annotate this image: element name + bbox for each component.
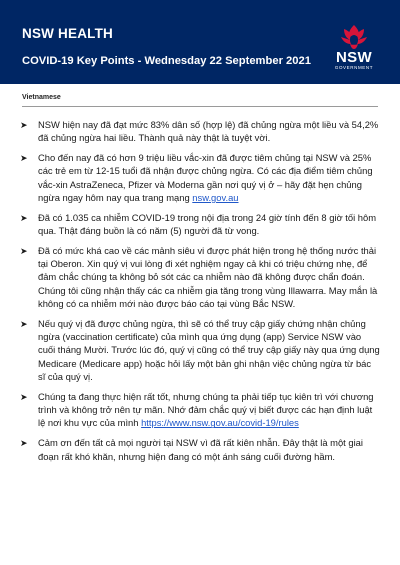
item-text: Nếu quý vị đã được chủng ngừa, thì sẽ có thể truy cập giấy chứng nhận chủng ngừa (vaccination certificate) của mình qua ứng dụng (app) Service NSW vào cuối tháng Mười. Trước lúc đó, quý vị cũng có thể truy cập giấy này qua ứng dụng Medicare (Medicare app) hoặc hỏi lấy một bản ghi nhận việc chủng ngừa từ bác sĩ của quý vị. [38, 317, 380, 383]
logo-subtext: GOVERNMENT [334, 65, 374, 70]
logo-wordmark: NSW [336, 49, 372, 66]
nsw-gov-link[interactable]: nsw.gov.au [192, 191, 239, 203]
arrow-right-icon: ➤ [20, 318, 28, 329]
page-title: NSW HEALTH [22, 26, 113, 41]
arrow-right-icon: ➤ [20, 212, 28, 223]
arrow-right-icon: ➤ [20, 438, 28, 449]
item-text: Chúng ta đang thực hiện rất tốt, nhưng chúng ta phải tiếp tục kiên trì với chương trình và không trở nên tự mãn. Nhớ đảm chắc quý vị biết được các hạn định luật lệ nơi khu vực của mình [38, 390, 374, 429]
key-points-list [20, 118, 380, 469]
list-item [20, 317, 380, 383]
item-text: Cho đến nay đã có hơn 9 triệu liều vắc-xin đã được tiêm chủng tại NSW và 25% các trẻ em từ 12-15 tuổi đã nhận được chủng ngừa. Có các địa điểm tiêm chủng vắc-xin AstraZeneca, Pfizer và Moderna gần nơi quý vị ở – hãy đặt hẹn chủng ngừa ngay hôm nay qua trang mạng [38, 152, 373, 203]
waratah-icon [340, 24, 368, 50]
header-banner [0, 0, 400, 84]
arrow-right-icon: ➤ [20, 391, 28, 402]
item-text: Đã có mức khá cao về các mảnh siêu vi được phát hiện trong hệ thống nước thải tại Oberon. Xin quý vị vui lòng đi xét nghiệm ngay cả khi có triệu chứng nhẹ, để đảm chắc chúng ta không bỏ sót các ca nhiễm nào đã không được chẩn đoán. Chúng tôi cũng nhận thấy các ca nhiễm gia tăng trong vùng Illawarra. May mắn là không có ca nhiễm mới nào được báo cáo tại vùng Bắc NSW. [38, 244, 378, 310]
item-text: NSW hiện nay đã đạt mức 83% dân số (hợp lệ) đã chủng ngừa một liều và 54,2% đã chủng ngừa hai liều. Thành quả này thật là tuyệt vời. [38, 119, 379, 144]
list-item [20, 436, 380, 463]
list-item [20, 244, 380, 310]
arrow-right-icon: ➤ [20, 153, 28, 164]
nsw-government-logo [328, 24, 380, 74]
page-subtitle: COVID-19 Key Points - Wednesday 22 September 2021 [22, 55, 311, 67]
item-text: Đã có 1.035 ca nhiễm COVID-19 trong nội địa trong 24 giờ tính đến 8 giờ tối hôm qua. Thật đáng buồn là có năm (5) người đã từ vong. [38, 211, 377, 237]
language-label: Vietnamese [22, 94, 61, 101]
arrow-right-icon: ➤ [20, 120, 28, 130]
arrow-right-icon: ➤ [20, 245, 28, 256]
divider [22, 106, 378, 107]
list-item [20, 390, 380, 430]
covid-rules-link[interactable]: https://www.nsw.gov.au/covid-19/rules [141, 417, 299, 429]
item-text: Cảm ơn đến tất cả mọi người tại NSW vì đã rất kiên nhẫn. Đây thật là một giai đoạn rất khó khăn, nhưng hiện đang có một ánh sáng cuối đường hầm. [38, 437, 363, 462]
list-item [20, 118, 380, 145]
list-item [20, 151, 380, 204]
list-item [20, 211, 380, 238]
